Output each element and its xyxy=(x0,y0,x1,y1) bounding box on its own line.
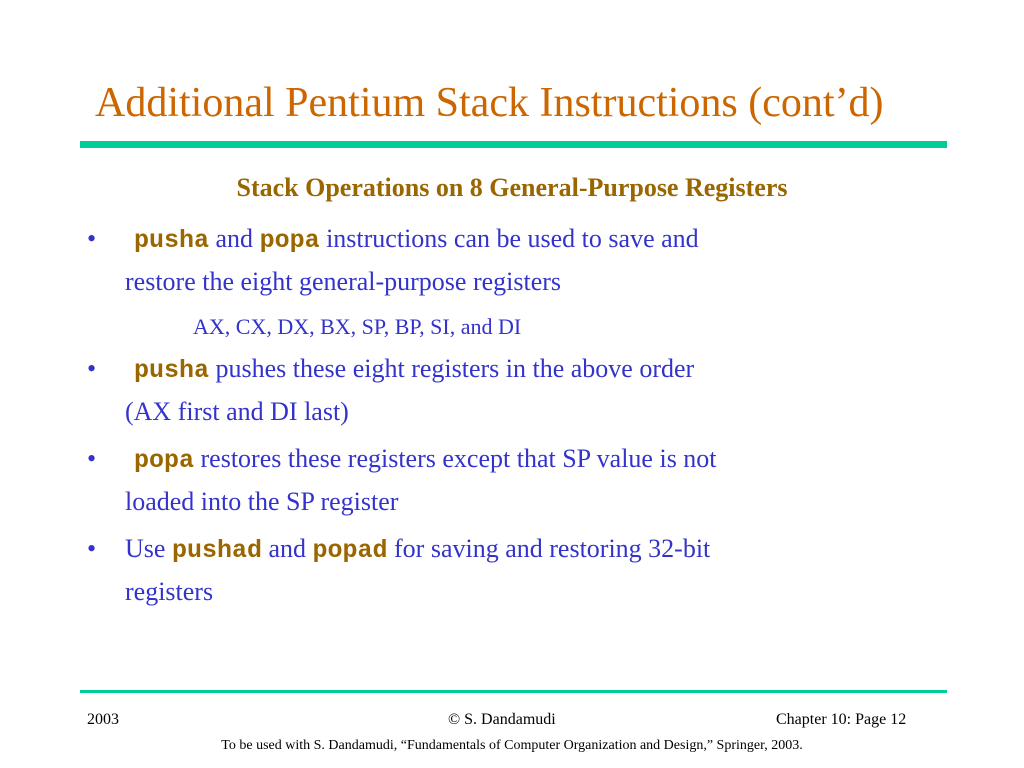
bullet-3-line-1 xyxy=(134,446,717,473)
bullet-2-line-1 xyxy=(134,356,694,383)
footer-note: To be used with S. Dandamudi, “Fundamentals of Computer Organization and Design,” Springer, 2003. xyxy=(221,738,803,753)
title-divider xyxy=(80,141,947,148)
pushad-code: pushad xyxy=(171,536,262,565)
footer-year: 2003 xyxy=(87,711,119,728)
bullet-1-line-1 xyxy=(134,226,699,253)
bullet-4-line-2: registers xyxy=(125,577,214,606)
pusha-code: pusha xyxy=(134,356,210,385)
bullet-1-line-2: restore the eight general-purpose registers xyxy=(125,267,562,296)
bullet-marker: • xyxy=(87,534,97,563)
bullet-4-text-a: Use xyxy=(125,534,172,563)
slide-subtitle: Stack Operations on 8 General-Purpose Registers xyxy=(236,173,788,202)
bullet-marker: • xyxy=(87,444,97,473)
footer-divider xyxy=(80,690,947,693)
bullet-3-text: restores these registers except that SP value is not xyxy=(194,444,717,473)
popa-code: popa xyxy=(259,226,320,255)
bullet-marker: • xyxy=(87,224,97,253)
bullet-marker: • xyxy=(87,354,97,383)
popa-code: popa xyxy=(134,446,195,475)
footer-page-number: Chapter 10: Page 12 xyxy=(776,711,907,728)
bullet-2-line-2: (AX first and DI last) xyxy=(125,397,349,426)
slide-title: Additional Pentium Stack Instructions (cont’d) xyxy=(95,80,884,126)
bullet-4-text-c: for saving and restoring 32-bit xyxy=(387,534,711,563)
pusha-code: pusha xyxy=(134,226,210,255)
bullet-2-text: pushes these eight registers in the above order xyxy=(209,354,695,383)
bullet-4-line-1 xyxy=(125,536,710,563)
bullet-4-text-b: and xyxy=(261,534,313,563)
popad-code: popad xyxy=(312,536,388,565)
bullet-3-line-2: loaded into the SP register xyxy=(125,487,399,516)
bullet-1-text-a: and xyxy=(209,224,260,253)
footer-author: © S. Dandamudi xyxy=(448,711,556,728)
registers-list: AX, CX, DX, BX, SP, BP, SI, and DI xyxy=(193,314,522,339)
bullet-1-text-b: instructions can be used to save and xyxy=(319,224,699,253)
